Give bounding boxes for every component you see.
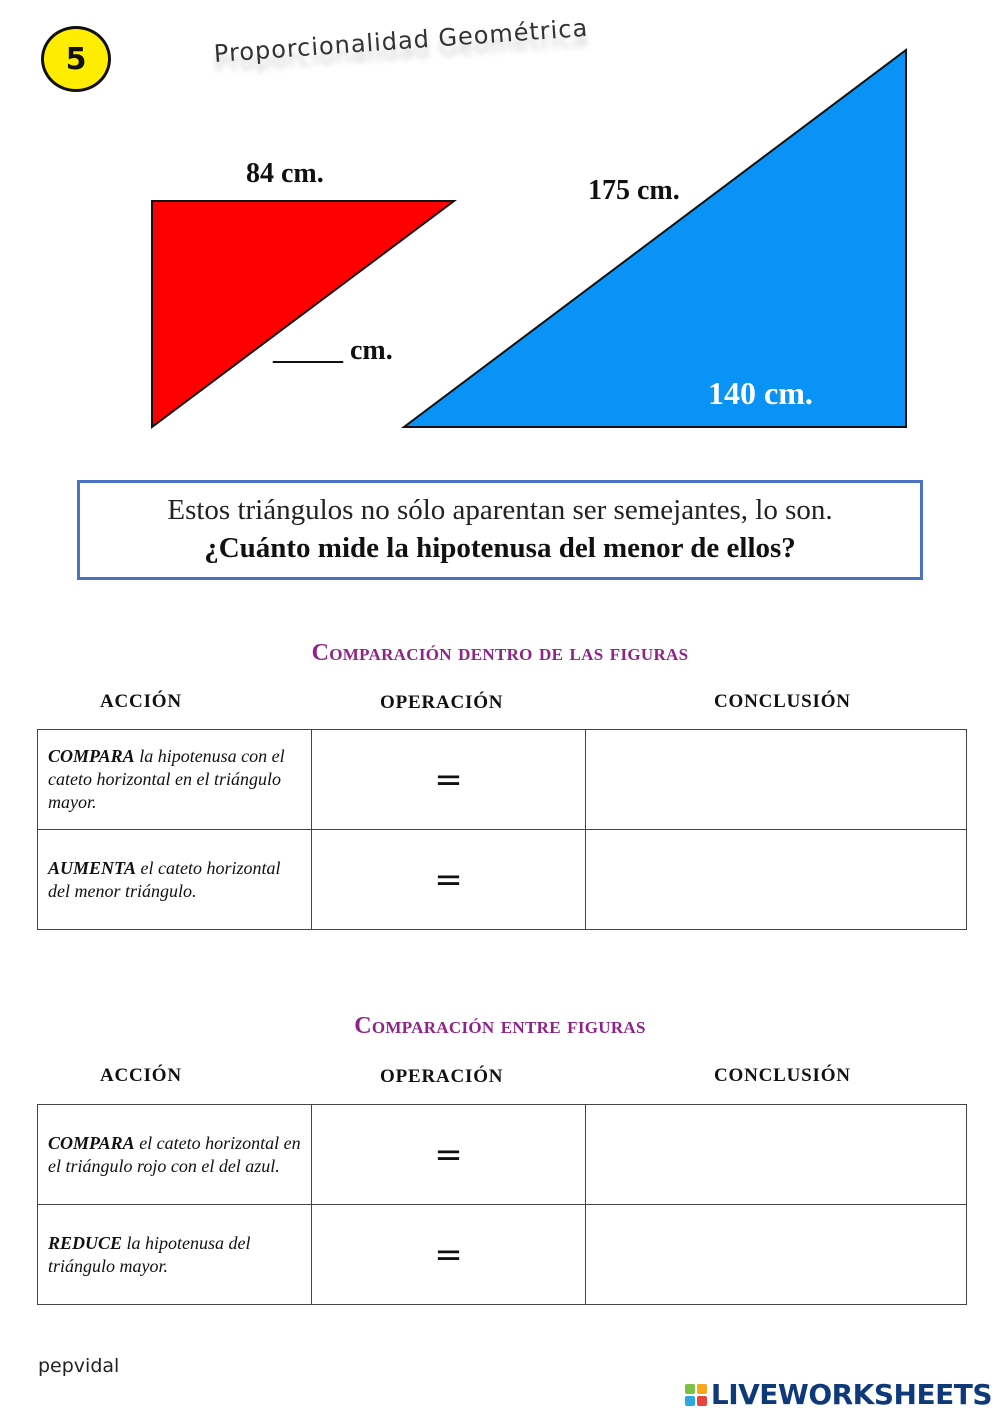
column-header-conclusion: CONCLUSIÓN <box>714 1065 851 1086</box>
comparison-table-between <box>37 1104 967 1305</box>
operation-cell[interactable] <box>312 1205 586 1305</box>
comparison-table-within <box>37 729 967 930</box>
section-title-between-figures: Comparación entre figuras <box>354 1013 646 1039</box>
action-verb: COMPARA <box>48 1132 135 1153</box>
column-header-operacion: OPERACIÓN <box>380 1066 504 1087</box>
action-text: la hipotenusa del triángulo mayor. <box>48 1232 251 1276</box>
red-top-side-label: 84 cm. <box>246 158 324 189</box>
equals-sign: = <box>434 859 463 900</box>
column-header-operacion: OPERACIÓN <box>380 692 504 713</box>
action-cell <box>38 1205 312 1305</box>
conclusion-cell[interactable] <box>586 1105 967 1205</box>
triangles-figure <box>0 0 1000 470</box>
action-text: el cateto horizontal del menor triángulo. <box>48 857 281 901</box>
operation-cell[interactable] <box>312 830 586 930</box>
action-text: el cateto horizontal en el triángulo rojo con el del azul. <box>48 1132 301 1176</box>
operation-cell[interactable] <box>312 730 586 830</box>
section-title-within-figures: Comparación dentro de las figuras <box>311 640 689 666</box>
exercise-number: 5 <box>65 41 87 77</box>
equals-sign: = <box>434 759 463 800</box>
question-box <box>77 480 923 580</box>
red-hypotenuse-label: _____ cm. <box>273 335 393 366</box>
author-signature: pepvidal <box>38 1355 120 1377</box>
page-title: Proporcionalidad Geométrica <box>213 13 590 68</box>
question-prompt: ¿Cuánto mide la hipotenusa del menor de ellos? <box>204 532 796 564</box>
conclusion-cell[interactable] <box>586 1205 967 1305</box>
liveworksheets-logo <box>685 1378 992 1411</box>
table-row <box>38 730 967 830</box>
conclusion-cell[interactable] <box>586 830 967 930</box>
action-verb: REDUCE <box>48 1232 123 1253</box>
action-verb: AUMENTA <box>48 857 137 878</box>
table-row <box>38 830 967 930</box>
equals-sign: = <box>434 1134 463 1175</box>
action-verb: COMPARA <box>48 746 135 766</box>
column-header-conclusion: CONCLUSIÓN <box>714 691 851 712</box>
operation-cell[interactable] <box>312 1105 586 1205</box>
conclusion-cell[interactable] <box>586 730 967 830</box>
logo-square <box>685 1384 695 1394</box>
column-header-accion: ACCIÓN <box>100 691 182 712</box>
equals-sign: = <box>434 1234 463 1275</box>
blue-triangle <box>404 50 906 427</box>
blue-base-label: 140 cm. <box>708 375 813 411</box>
action-cell <box>38 1105 312 1205</box>
action-cell <box>38 730 312 830</box>
blue-hypotenuse-label: 175 cm. <box>588 175 680 206</box>
table-row <box>38 1205 967 1305</box>
action-text: la hipotenusa con el cateto horizontal en el triángulo mayor. <box>48 746 285 812</box>
red-triangle <box>152 201 454 427</box>
brand-name: LIVEWORKSHEETS <box>710 1378 992 1411</box>
logo-square <box>697 1396 707 1406</box>
action-cell <box>38 830 312 930</box>
logo-squares-icon <box>685 1384 707 1406</box>
question-statement: Estos triángulos no sólo aparentan ser semejantes, lo son. <box>167 494 833 526</box>
table-row <box>38 1105 967 1205</box>
logo-square <box>697 1384 707 1394</box>
logo-square <box>685 1396 695 1406</box>
column-header-accion: ACCIÓN <box>100 1065 182 1086</box>
